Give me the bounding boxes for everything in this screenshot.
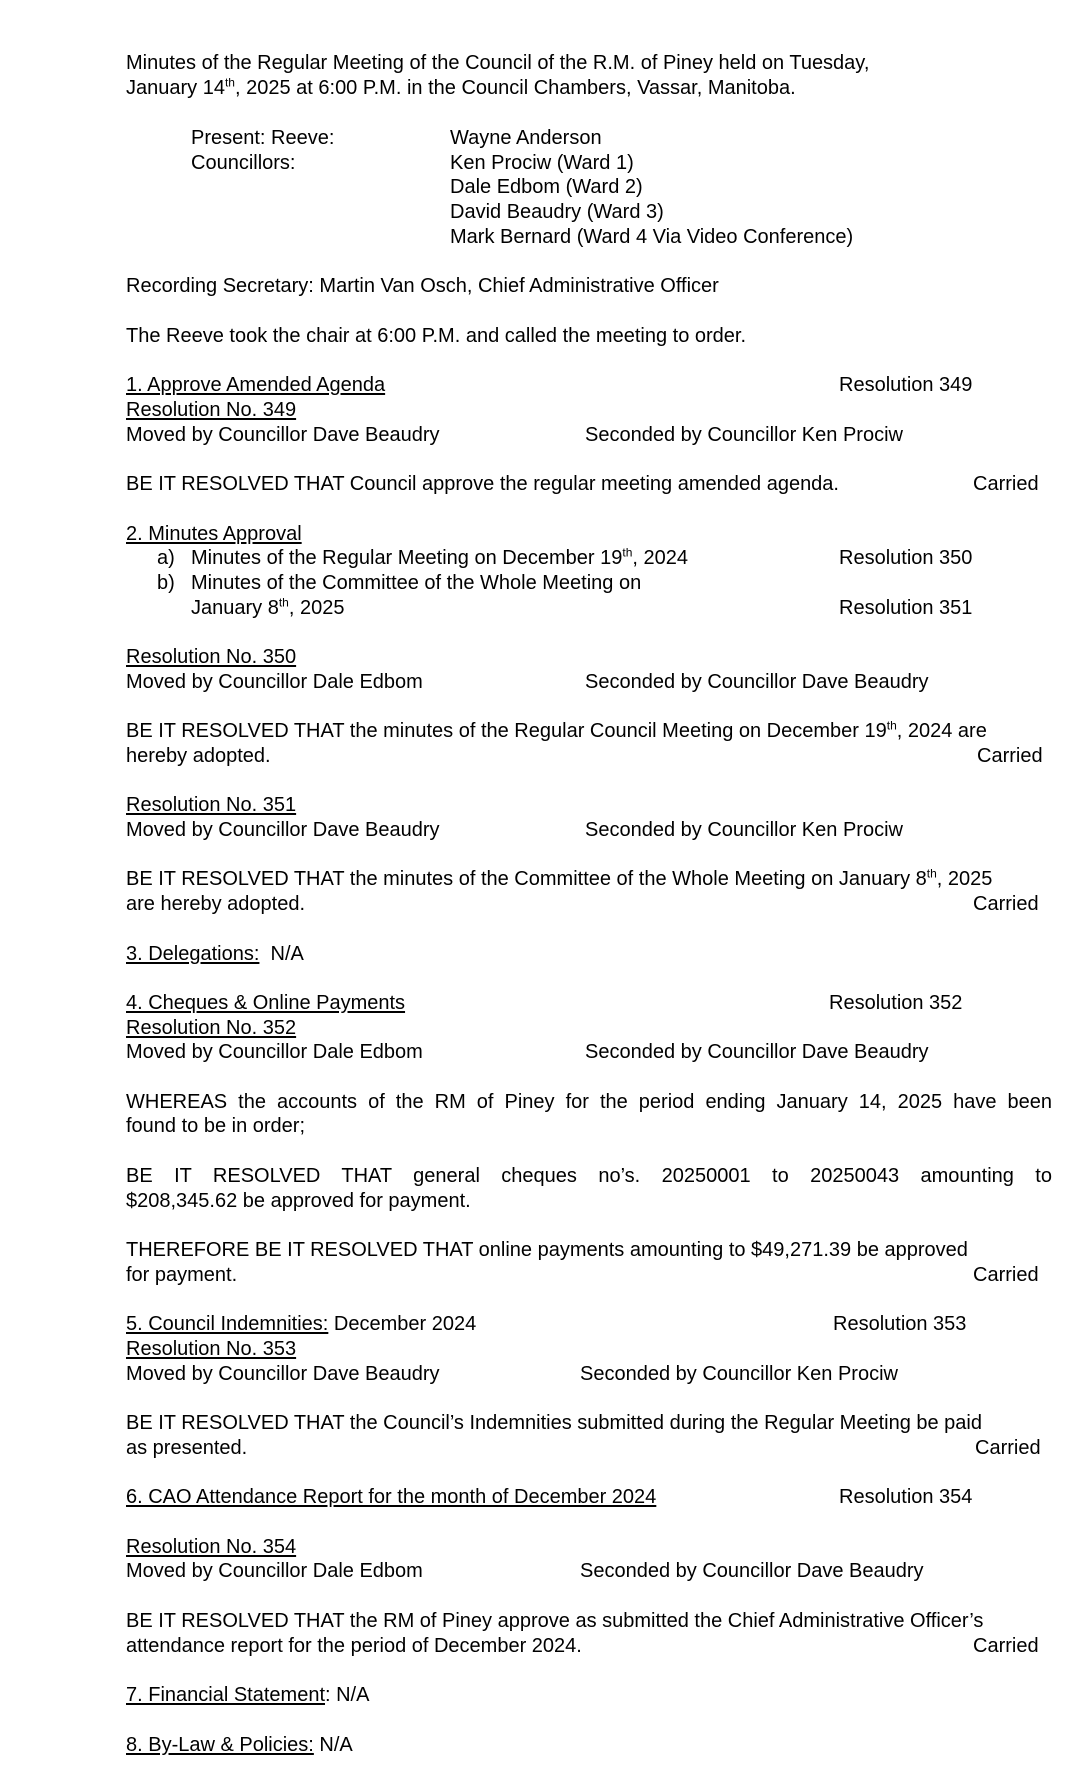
section-7 xyxy=(126,1683,369,1707)
councillor-1: Ken Prociw (Ward 1) xyxy=(450,152,634,174)
resolution-353-moved: Moved by Councillor Dave Beaudry xyxy=(126,1363,440,1385)
section-6-resolution-ref: Resolution 354 xyxy=(839,1486,973,1508)
resolution-351-moved: Moved by Councillor Dave Beaudry xyxy=(126,819,440,841)
section-5 xyxy=(126,1312,476,1336)
cheques-line-2: $208,345.62 be approved for payment. xyxy=(126,1190,471,1212)
councillor-3: David Beaudry (Ward 3) xyxy=(450,201,664,223)
section-4-title: 4. Cheques & Online Payments xyxy=(126,992,406,1014)
section-4-resolution-ref: Resolution 352 xyxy=(829,992,963,1014)
resolution-349-moved: Moved by Councillor Dave Beaudry xyxy=(126,424,440,446)
resolution-354-text-line-1: BE IT RESOLVED THAT the RM of Piney approve as submitted the Chief Administrative Officer’s xyxy=(126,1610,984,1632)
section-3 xyxy=(126,942,304,966)
whereas-line-2: found to be in order; xyxy=(126,1115,306,1137)
resolution-351-carried: Carried xyxy=(973,893,1039,915)
resolution-349-seconded: Seconded by Councillor Ken Prociw xyxy=(585,424,903,446)
resolution-351-text-line-2: are hereby adopted. xyxy=(126,893,306,915)
header-line-1: Minutes of the Regular Meeting of the Council of the R.M. of Piney held on Tuesday, xyxy=(126,52,870,74)
item-a-text: Minutes of the Regular Meeting on December 19th, 2024 xyxy=(191,545,688,569)
section-2-title: 2. Minutes Approval xyxy=(126,523,302,545)
resolution-350-text-line-2: hereby adopted. xyxy=(126,745,271,767)
resolution-350-moved: Moved by Councillor Dale Edbom xyxy=(126,671,423,693)
item-b-text-line-2: January 8th, 2025 xyxy=(191,595,345,619)
resolution-353-text-line-2: as presented. xyxy=(126,1437,248,1459)
item-a-marker: a) xyxy=(157,547,175,569)
item-a-resolution-ref: Resolution 350 xyxy=(839,547,973,569)
councillor-2: Dale Edbom (Ward 2) xyxy=(450,176,643,198)
section-8-title: 8. By-Law & Policies: xyxy=(126,1734,314,1756)
resolution-351-seconded: Seconded by Councillor Ken Prociw xyxy=(585,819,903,841)
section-5-period: December 2024 xyxy=(328,1313,477,1335)
resolution-352-number: Resolution No. 352 xyxy=(126,1017,297,1039)
section-5-resolution-ref: Resolution 353 xyxy=(833,1313,967,1335)
resolution-352-seconded: Seconded by Councillor Dave Beaudry xyxy=(585,1041,929,1063)
section-7-title: 7. Financial Statement xyxy=(126,1684,325,1706)
resolution-350-seconded: Seconded by Councillor Dave Beaudry xyxy=(585,671,929,693)
section-5-title: 5. Council Indemnities: xyxy=(126,1313,329,1335)
section-1-resolution-ref: Resolution 349 xyxy=(839,374,973,396)
resolution-352-carried: Carried xyxy=(973,1264,1039,1286)
section-3-value: N/A xyxy=(270,943,304,965)
item-b-marker: b) xyxy=(157,572,175,594)
header-line-2: January 14th, 2025 at 6:00 P.M. in the Council Chambers, Vassar, Manitoba. xyxy=(126,75,796,99)
section-8-value: N/A xyxy=(313,1734,353,1756)
resolution-354-moved: Moved by Councillor Dale Edbom xyxy=(126,1560,423,1582)
councillor-4: Mark Bernard (Ward 4 Via Video Conference) xyxy=(450,226,854,248)
resolution-349-number: Resolution No. 349 xyxy=(126,399,297,421)
whereas-line-1: WHEREAS the accounts of the RM of Piney for the period ending January 14, 2025 have been xyxy=(126,1091,1052,1113)
section-1-title: 1. Approve Amended Agenda xyxy=(126,374,386,396)
section-6-title: 6. CAO Attendance Report for the month of December 2024 xyxy=(126,1486,657,1508)
resolution-354-number: Resolution No. 354 xyxy=(126,1536,297,1558)
reeve-label: Present: Reeve: xyxy=(191,127,335,149)
resolution-353-carried: Carried xyxy=(975,1437,1041,1459)
resolution-354-seconded: Seconded by Councillor Dave Beaudry xyxy=(580,1560,924,1582)
resolution-349-carried: Carried xyxy=(973,473,1039,495)
resolution-351-number: Resolution No. 351 xyxy=(126,794,297,816)
resolution-350-text-line-1: BE IT RESOLVED THAT the minutes of the Regular Council Meeting on December 19th, 2024 are xyxy=(126,718,987,742)
section-8 xyxy=(126,1733,353,1757)
resolution-354-text-line-2: attendance report for the period of December 2024. xyxy=(126,1635,582,1657)
resolution-353-seconded: Seconded by Councillor Ken Prociw xyxy=(580,1363,898,1385)
resolution-354-carried: Carried xyxy=(973,1635,1039,1657)
councillors-label: Councillors: xyxy=(191,152,296,174)
item-b-text-line-1: Minutes of the Committee of the Whole Meeting on xyxy=(191,572,642,594)
online-payments-line-2: for payment. xyxy=(126,1264,238,1286)
online-payments-line-1: THEREFORE BE IT RESOLVED THAT online payments amounting to $49,271.39 be approved xyxy=(126,1239,968,1261)
reeve-name: Wayne Anderson xyxy=(450,127,602,149)
resolution-349-text: BE IT RESOLVED THAT Council approve the regular meeting amended agenda. xyxy=(126,473,839,495)
resolution-350-carried: Carried xyxy=(977,745,1043,767)
cheques-line-1: BE IT RESOLVED THAT general cheques no’s. 20250001 to 20250043 amounting to xyxy=(126,1165,1052,1187)
resolution-353-number: Resolution No. 353 xyxy=(126,1338,297,1360)
call-to-order: The Reeve took the chair at 6:00 P.M. and called the meeting to order. xyxy=(126,325,747,347)
item-b-resolution-ref: Resolution 351 xyxy=(839,597,973,619)
resolution-353-text-line-1: BE IT RESOLVED THAT the Council’s Indemnities submitted during the Regular Meeting be paid xyxy=(126,1412,982,1434)
resolution-351-text-line-1: BE IT RESOLVED THAT the minutes of the Committee of the Whole Meeting on January 8th, 2025 xyxy=(126,866,993,890)
resolution-350-number: Resolution No. 350 xyxy=(126,646,297,668)
section-7-value: : N/A xyxy=(325,1684,370,1706)
recording-secretary: Recording Secretary: Martin Van Osch, Chief Administrative Officer xyxy=(126,275,719,297)
resolution-352-moved: Moved by Councillor Dale Edbom xyxy=(126,1041,423,1063)
section-3-title: 3. Delegations: xyxy=(126,943,260,965)
